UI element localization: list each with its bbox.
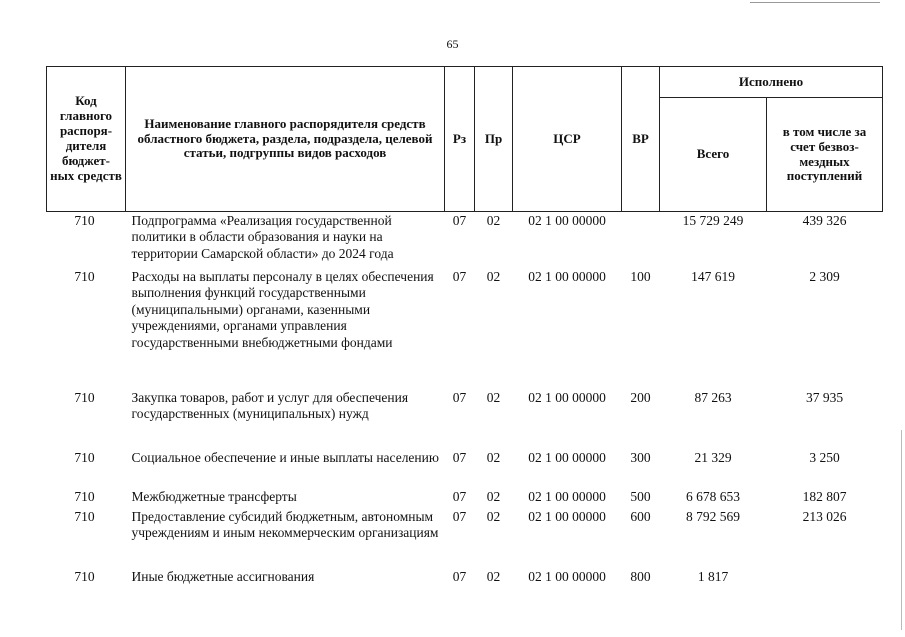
cell-total: 15 729 249 [682,213,744,228]
cell-vr [622,212,660,270]
table-row [47,269,883,390]
cell-pr: 02 [486,390,501,405]
cell-code: 710 [74,489,95,504]
cell-rz: 07 [452,213,467,228]
cell-free: 439 326 [802,213,847,228]
cell-pr: 02 [486,213,501,228]
cell-name: Закупка товаров, работ и услуг для обеспечения государственных (муниципальных) нужд [131,390,409,422]
table-header [47,67,883,212]
cell-rz: 07 [452,390,467,405]
table-body [47,212,883,590]
cell-code: 710 [74,213,95,228]
cell-vr: 200 [630,390,651,405]
cell-free: 37 935 [805,390,844,405]
cell-csr: 02 1 00 00000 [528,269,606,284]
header-vr: ВР [622,67,660,212]
cell-rz: 07 [452,489,467,504]
cell-rz: 07 [452,509,467,524]
cell-pr: 02 [486,509,501,524]
page-number: 65 [446,37,459,51]
cell-rz: 07 [452,569,467,584]
cell-csr: 02 1 00 00000 [528,569,606,584]
cell-total: 21 329 [694,450,732,465]
cell-free: 3 250 [809,450,840,465]
cell-name: Иные бюджетные ассигнования [131,569,315,584]
cell-pr: 02 [486,450,501,465]
header-name: Наименование главного распорядителя средств областного бюджета, раздела, подраздела, целевой статьи, подгруппы видов расходов [126,67,445,212]
cell-total: 147 619 [691,269,735,284]
scan-artifact-edge [901,430,902,630]
cell-total: 6 678 653 [686,489,740,504]
table-row [47,450,883,489]
cell-csr: 02 1 00 00000 [528,509,606,524]
cell-total: 87 263 [694,390,732,405]
header-pr: Пр [475,67,513,212]
cell-name: Социальное обеспечение и иные выплаты населению [131,450,439,465]
cell-code: 710 [74,450,95,465]
budget-execution-table [46,66,883,589]
cell-free: 182 807 [802,489,847,504]
table-row [47,509,883,569]
cell-code: 710 [74,569,95,584]
header-rz: Рз [445,67,475,212]
cell-vr: 100 [630,269,651,284]
cell-vr: 600 [630,509,651,524]
header-code: Код главного распоря- дителя бюджет- ных средств [47,67,126,212]
cell-rz: 07 [452,450,467,465]
cell-free: 213 026 [802,509,847,524]
cell-csr: 02 1 00 00000 [528,390,606,405]
cell-name: Подпрограмма «Реализация государственной политики в области образования и науки на территории Самарской области» до 2024 года [131,213,394,261]
cell-name: Расходы на выплаты персоналу в целях обеспечения выполнения функций государственными (муниципальными) органами, казенными учреждениями, органами управления государственными внебюджетными фондами [131,269,434,350]
table-row [47,569,883,589]
scan-artifact-line [750,2,880,3]
cell-vr: 300 [630,450,651,465]
cell-total: 1 817 [697,569,729,584]
header-csr: ЦСР [513,67,622,212]
table-row [47,212,883,270]
header-free-receipts: в том числе за счет безвоз- мездных поступлений [767,98,883,212]
cell-free: 2 309 [809,269,840,284]
cell-total: 8 792 569 [686,509,740,524]
cell-vr: 500 [630,489,651,504]
cell-free [767,569,883,589]
header-total: Всего [660,98,767,212]
cell-code: 710 [74,509,95,524]
cell-code: 710 [74,390,95,405]
cell-name: Предоставление субсидий бюджетным, автономным учреждениям и иным некоммерческим организациям [131,509,439,541]
header-executed: Исполнено [660,67,883,98]
cell-csr: 02 1 00 00000 [528,489,606,504]
cell-name: Межбюджетные трансферты [131,489,297,504]
cell-code: 710 [74,269,95,284]
cell-csr: 02 1 00 00000 [528,450,606,465]
cell-pr: 02 [486,569,501,584]
cell-rz: 07 [452,269,467,284]
cell-pr: 02 [486,269,501,284]
table-row [47,489,883,509]
table-row [47,390,883,450]
cell-vr: 800 [630,569,651,584]
cell-csr: 02 1 00 00000 [528,213,606,228]
cell-pr: 02 [486,489,501,504]
